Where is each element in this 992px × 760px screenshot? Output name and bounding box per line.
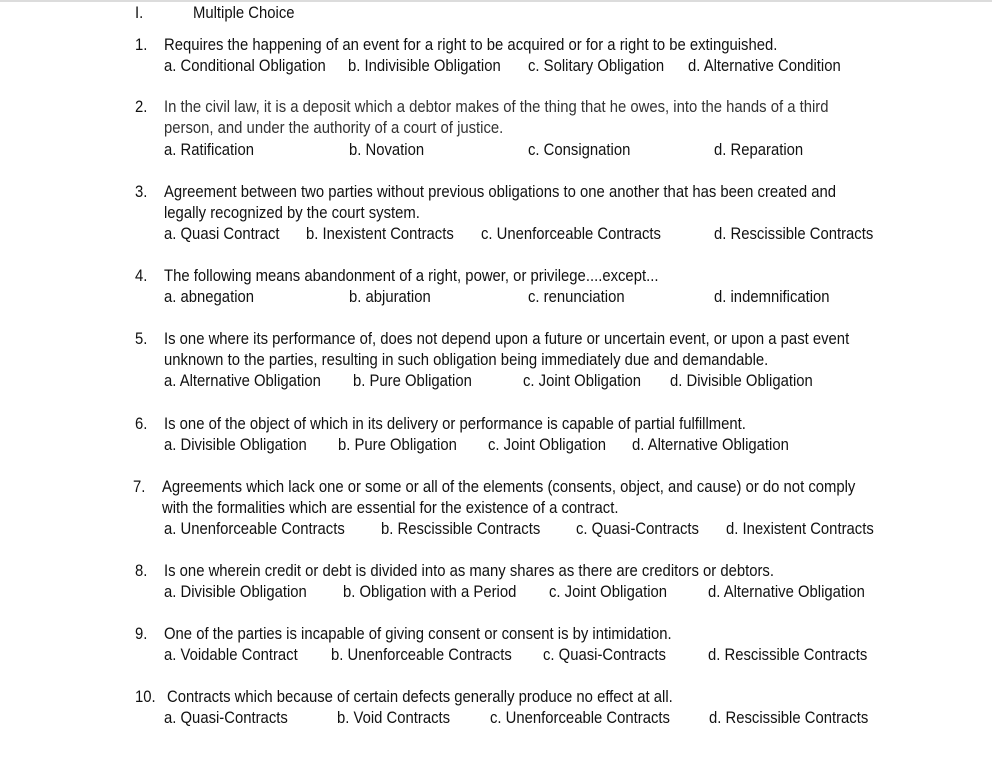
choice-b: b. abjuration [349, 288, 431, 306]
choice-b: b. Inexistent Contracts [306, 225, 454, 243]
choice-d: d. Divisible Obligation [670, 372, 813, 390]
choice-d: d. Reparation [714, 141, 804, 159]
choice-a: a. Divisible Obligation [164, 436, 307, 454]
choice-d: d. Inexistent Contracts [726, 520, 874, 538]
question-stem-line: Is one where its performance of, does not depend upon a future or uncertain event, or upon a past event [164, 330, 850, 348]
choice-b: b. Rescissible Contracts [381, 520, 541, 538]
question-number: 1. [135, 36, 148, 54]
choice-c: c. Joint Obligation [523, 372, 642, 390]
question-stem-line: In the civil law, it is a deposit which a debtor makes of the thing that he owes, into the hands of a third [164, 98, 829, 116]
choice-d: d. Rescissible Contracts [708, 646, 868, 664]
question-stem-line: legally recognized by the court system. [164, 204, 420, 222]
choice-a: a. Ratification [164, 141, 254, 159]
question-stem-line: The following means abandonment of a right, power, or privilege....except... [164, 267, 659, 285]
choice-a: a. Quasi-Contracts [164, 709, 288, 727]
question-number: 6. [135, 415, 148, 433]
question-stem-line: Is one wherein credit or debt is divided into as many shares as there are creditors or debtors. [164, 562, 774, 580]
choice-c: c. Unenforceable Contracts [481, 225, 661, 243]
question-stem-line: person, and under the authority of a court of justice. [164, 119, 504, 137]
choice-c: c. Unenforceable Contracts [490, 709, 670, 727]
question-stem-line: Is one of the object of which in its delivery or performance is capable of partial fulfillment. [164, 415, 746, 433]
choice-d: d. Alternative Condition [688, 57, 841, 75]
choice-b: b. Unenforceable Contracts [331, 646, 512, 664]
question-stem-line: Agreement between two parties without previous obligations to one another that has been created and [164, 183, 837, 201]
choice-b: b. Novation [349, 141, 425, 159]
choice-d: d. Alternative Obligation [708, 583, 865, 601]
choice-b: b. Indivisible Obligation [348, 57, 501, 75]
choice-b: b. Void Contracts [337, 709, 451, 727]
choice-b: b. Pure Obligation [353, 372, 472, 390]
choice-d: d. Alternative Obligation [632, 436, 789, 454]
choice-d: d. indemnification [714, 288, 830, 306]
question-stem-line: One of the parties is incapable of giving consent or consent is by intimidation. [164, 625, 672, 643]
choice-b: b. Obligation with a Period [343, 583, 517, 601]
question-stem-line: Agreements which lack one or some or all of the elements (consents, object, and cause) or do not comply [162, 478, 856, 496]
question-stem-line: Contracts which because of certain defects generally produce no effect at all. [167, 688, 673, 706]
question-number: 9. [135, 625, 148, 643]
section-title: Multiple Choice [193, 4, 295, 22]
choice-a: a. abnegation [164, 288, 255, 306]
question-number: 7. [133, 478, 146, 496]
section-numeral: I. [135, 4, 144, 22]
choice-c: c. Joint Obligation [488, 436, 607, 454]
question-number: 2. [135, 98, 148, 116]
question-number: 3. [135, 183, 148, 201]
choice-c: c. renunciation [528, 288, 625, 306]
choice-a: a. Voidable Contract [164, 646, 298, 664]
question-number: 4. [135, 267, 148, 285]
choice-a: a. Alternative Obligation [164, 372, 321, 390]
choice-a: a. Quasi Contract [164, 225, 280, 243]
choice-c: c. Consignation [528, 141, 631, 159]
page-top-border [0, 0, 992, 2]
choice-d: d. Rescissible Contracts [714, 225, 874, 243]
question-number: 5. [135, 330, 148, 348]
choice-c: c. Joint Obligation [549, 583, 668, 601]
choice-c: c. Solitary Obligation [528, 57, 665, 75]
question-number: 8. [135, 562, 148, 580]
choice-a: a. Unenforceable Contracts [164, 520, 345, 538]
choice-a: a. Conditional Obligation [164, 57, 326, 75]
choice-c: c. Quasi-Contracts [576, 520, 699, 538]
question-stem-line: with the formalities which are essential for the existence of a contract. [162, 499, 619, 517]
choice-d: d. Rescissible Contracts [709, 709, 869, 727]
question-stem-line: Requires the happening of an event for a right to be acquired or for a right to be extinguished. [164, 36, 778, 54]
question-number: 10. [135, 688, 156, 706]
choice-c: c. Quasi-Contracts [543, 646, 666, 664]
choice-a: a. Divisible Obligation [164, 583, 307, 601]
question-stem-line: unknown to the parties, resulting in such obligation being immediately due and demandable. [164, 351, 769, 369]
choice-b: b. Pure Obligation [338, 436, 457, 454]
